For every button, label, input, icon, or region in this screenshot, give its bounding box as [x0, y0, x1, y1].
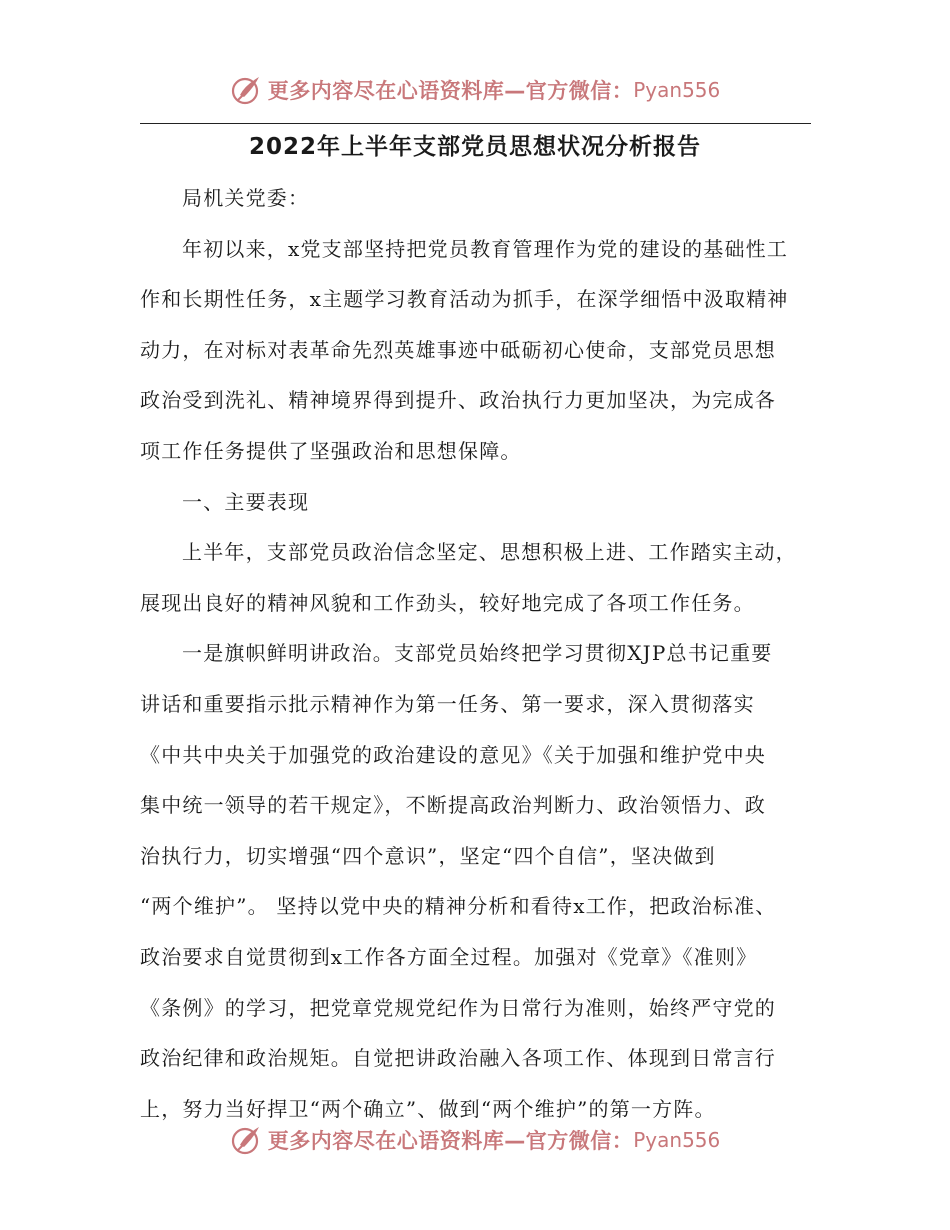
body-line: 上半年，支部党员政治信念坚定、思想积极上进、工作踏实主动， — [182, 540, 797, 565]
document-body — [140, 173, 812, 1134]
quill-logo-icon — [230, 73, 264, 107]
body-line: 政治要求自觉贯彻到x工作各方面全过程。加强对《党章》《准则》 — [140, 944, 758, 969]
body-line: 年初以来，x党支部坚持把党员教育管理作为党的建设的基础性工 — [182, 236, 789, 261]
header-banner-text: 更多内容尽在心语资料库—官方微信： — [267, 79, 634, 103]
header-divider — [140, 123, 811, 124]
body-line: 一是旗帜鲜明讲政治。支部党员始终把学习贯彻XJP总书记重要 — [182, 641, 773, 666]
body-line: 《条例》的学习，把党章党规党纪作为日常行为准则，始终严守党的 — [140, 995, 776, 1020]
body-line: 讲话和重要指示批示精神作为第一任务、第一要求，深入贯彻落实 — [140, 691, 755, 716]
body-line: 治执行力，切实增强“四个意识”，坚定“四个自信”，坚决做到 — [140, 843, 716, 868]
header-wechat-id: Pyan556 — [633, 78, 721, 102]
body-line: 项工作任务提供了坚强政治和思想保障。 — [140, 438, 522, 463]
footer-banner — [0, 1120, 950, 1160]
body-line: 作和长期性任务，x主题学习教育活动为抓手，在深学细悟中汲取精神 — [140, 287, 789, 312]
body-line: “两个维护”。 坚持以党中央的精神分析和看待x工作，把政治标准、 — [140, 894, 777, 919]
section-heading: 一、主要表现 — [182, 489, 310, 514]
body-line: 集中统一领导的若干规定》，不断提高政治判断力、政治领悟力、政 — [140, 793, 766, 818]
body-line: 动力，在对标对表革命先烈英雄事迹中砥砺初心使命，支部党员思想 — [140, 337, 776, 362]
body-line: 政治纪律和政治规矩。自觉把讲政治融入各项工作、体现到日常言行 — [140, 1046, 776, 1071]
body-line: 展现出良好的精神风貌和工作劲头，较好地完成了各项工作任务。 — [140, 590, 755, 615]
document-title: 2022年上半年支部党员思想状况分析报告 — [248, 134, 701, 160]
salutation-line: 局机关党委： — [182, 186, 310, 210]
footer-wechat-id: Pyan556 — [633, 1128, 721, 1152]
quill-logo-icon — [230, 1123, 264, 1157]
footer-banner-text: 更多内容尽在心语资料库—官方微信： — [267, 1129, 634, 1153]
body-line: 上，努力当好捍卫“两个确立”、做到“两个维护”的第一方阵。 — [140, 1096, 716, 1121]
body-line: 《中共中央关于加强党的政治建设的意见》《关于加强和维护党中央 — [140, 742, 766, 767]
header-banner — [0, 70, 950, 110]
body-line: 政治受到洗礼、精神境界得到提升、政治执行力更加坚决，为完成各 — [140, 388, 776, 413]
